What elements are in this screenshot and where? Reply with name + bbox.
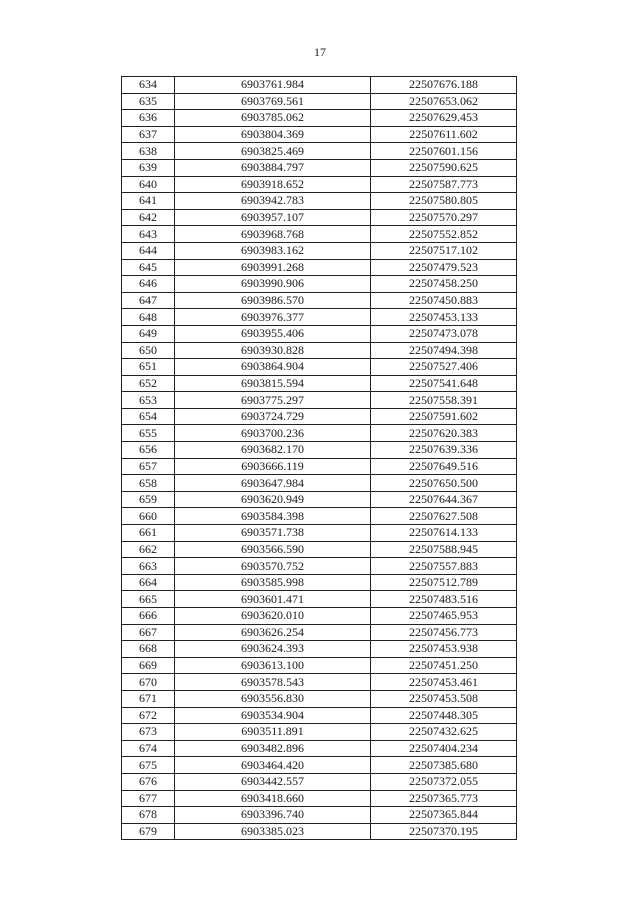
point-number-cell: 667 [122,624,175,641]
x-coordinate-cell: 6903566.590 [175,541,371,558]
table-row [122,690,517,707]
table-row [122,193,517,210]
point-number-cell: 652 [122,375,175,392]
x-coordinate-cell: 6903769.561 [175,93,371,110]
table-row [122,508,517,525]
point-number-cell: 635 [122,93,175,110]
y-coordinate-cell: 22507432.625 [371,724,517,741]
y-coordinate-cell: 22507587.773 [371,176,517,193]
x-coordinate-cell: 6903785.062 [175,110,371,127]
x-coordinate-cell: 6903976.377 [175,309,371,326]
point-number-cell: 675 [122,757,175,774]
table-row [122,309,517,326]
x-coordinate-cell: 6903942.783 [175,193,371,210]
y-coordinate-cell: 22507601.156 [371,143,517,160]
table-row [122,807,517,824]
x-coordinate-cell: 6903804.369 [175,126,371,143]
y-coordinate-cell: 22507558.391 [371,392,517,409]
point-number-cell: 638 [122,143,175,160]
x-coordinate-cell: 6903482.896 [175,740,371,757]
x-coordinate-cell: 6903647.984 [175,475,371,492]
x-coordinate-cell: 6903666.119 [175,458,371,475]
table-row [122,425,517,442]
page-number: 17 [314,45,326,59]
table-row [122,392,517,409]
point-number-cell: 648 [122,309,175,326]
y-coordinate-cell: 22507557.883 [371,558,517,575]
y-coordinate-cell: 22507453.938 [371,641,517,658]
table-row [122,823,517,840]
point-number-cell: 670 [122,674,175,691]
table-row [122,541,517,558]
y-coordinate-cell: 22507372.055 [371,773,517,790]
y-coordinate-cell: 22507676.188 [371,77,517,94]
x-coordinate-cell: 6903464.420 [175,757,371,774]
point-number-cell: 663 [122,558,175,575]
point-number-cell: 661 [122,525,175,542]
table-row [122,624,517,641]
y-coordinate-cell: 22507483.516 [371,591,517,608]
x-coordinate-cell: 6903990.906 [175,276,371,293]
x-coordinate-cell: 6903620.010 [175,608,371,625]
y-coordinate-cell: 22507588.945 [371,541,517,558]
y-coordinate-cell: 22507570.297 [371,209,517,226]
x-coordinate-cell: 6903396.740 [175,807,371,824]
point-number-cell: 657 [122,458,175,475]
y-coordinate-cell: 22507650.500 [371,475,517,492]
point-number-cell: 653 [122,392,175,409]
table-row [122,408,517,425]
table-row [122,740,517,757]
y-coordinate-cell: 22507653.062 [371,93,517,110]
x-coordinate-cell: 6903578.543 [175,674,371,691]
table-row [122,608,517,625]
point-number-cell: 654 [122,408,175,425]
point-number-cell: 658 [122,475,175,492]
table-row [122,790,517,807]
point-number-cell: 659 [122,491,175,508]
table-row [122,491,517,508]
x-coordinate-cell: 6903991.268 [175,259,371,276]
y-coordinate-cell: 22507385.680 [371,757,517,774]
x-coordinate-cell: 6903724.729 [175,408,371,425]
point-number-cell: 639 [122,159,175,176]
point-number-cell: 649 [122,325,175,342]
x-coordinate-cell: 6903955.406 [175,325,371,342]
point-number-cell: 650 [122,342,175,359]
point-number-cell: 643 [122,226,175,243]
x-coordinate-cell: 6903983.162 [175,242,371,259]
point-number-cell: 669 [122,657,175,674]
table-row [122,325,517,342]
point-number-cell: 665 [122,591,175,608]
table-row [122,342,517,359]
table-row [122,77,517,94]
table-row [122,126,517,143]
y-coordinate-cell: 22507627.508 [371,508,517,525]
table-row [122,558,517,575]
x-coordinate-cell: 6903570.752 [175,558,371,575]
point-number-cell: 678 [122,807,175,824]
y-coordinate-cell: 22507611.602 [371,126,517,143]
y-coordinate-cell: 22507517.102 [371,242,517,259]
y-coordinate-cell: 22507448.305 [371,707,517,724]
y-coordinate-cell: 22507512.789 [371,574,517,591]
x-coordinate-cell: 6903418.660 [175,790,371,807]
y-coordinate-cell: 22507580.805 [371,193,517,210]
x-coordinate-cell: 6903986.570 [175,292,371,309]
point-number-cell: 662 [122,541,175,558]
x-coordinate-cell: 6903571.738 [175,525,371,542]
y-coordinate-cell: 22507620.383 [371,425,517,442]
x-coordinate-cell: 6903442.557 [175,773,371,790]
table-row [122,757,517,774]
x-coordinate-cell: 6903700.236 [175,425,371,442]
point-number-cell: 646 [122,276,175,293]
x-coordinate-cell: 6903918.652 [175,176,371,193]
y-coordinate-cell: 22507370.195 [371,823,517,840]
y-coordinate-cell: 22507590.625 [371,159,517,176]
x-coordinate-cell: 6903930.828 [175,342,371,359]
x-coordinate-cell: 6903556.830 [175,690,371,707]
table-row [122,209,517,226]
table-row [122,159,517,176]
point-number-cell: 655 [122,425,175,442]
x-coordinate-cell: 6903511.891 [175,724,371,741]
table-row [122,657,517,674]
x-coordinate-cell: 6903864.904 [175,359,371,376]
x-coordinate-cell: 6903534.904 [175,707,371,724]
x-coordinate-cell: 6903682.170 [175,442,371,459]
x-coordinate-cell: 6903968.768 [175,226,371,243]
point-number-cell: 656 [122,442,175,459]
point-number-cell: 672 [122,707,175,724]
table-row [122,93,517,110]
table-row [122,641,517,658]
y-coordinate-cell: 22507644.367 [371,491,517,508]
table-row [122,458,517,475]
point-number-cell: 645 [122,259,175,276]
point-number-cell: 647 [122,292,175,309]
x-coordinate-cell: 6903775.297 [175,392,371,409]
point-number-cell: 634 [122,77,175,94]
y-coordinate-cell: 22507365.773 [371,790,517,807]
table-row [122,226,517,243]
y-coordinate-cell: 22507527.406 [371,359,517,376]
y-coordinate-cell: 22507479.523 [371,259,517,276]
coordinates-table [121,76,517,840]
table-row [122,442,517,459]
table-row [122,525,517,542]
x-coordinate-cell: 6903620.949 [175,491,371,508]
y-coordinate-cell: 22507591.602 [371,408,517,425]
y-coordinate-cell: 22507456.773 [371,624,517,641]
x-coordinate-cell: 6903584.398 [175,508,371,525]
point-number-cell: 641 [122,193,175,210]
point-number-cell: 636 [122,110,175,127]
table-row [122,574,517,591]
x-coordinate-cell: 6903626.254 [175,624,371,641]
x-coordinate-cell: 6903957.107 [175,209,371,226]
table-row [122,475,517,492]
y-coordinate-cell: 22507365.844 [371,807,517,824]
y-coordinate-cell: 22507649.516 [371,458,517,475]
x-coordinate-cell: 6903385.023 [175,823,371,840]
point-number-cell: 660 [122,508,175,525]
table-row [122,375,517,392]
x-coordinate-cell: 6903613.100 [175,657,371,674]
y-coordinate-cell: 22507453.508 [371,690,517,707]
table-row [122,773,517,790]
y-coordinate-cell: 22507629.453 [371,110,517,127]
point-number-cell: 666 [122,608,175,625]
y-coordinate-cell: 22507458.250 [371,276,517,293]
y-coordinate-cell: 22507494.398 [371,342,517,359]
point-number-cell: 671 [122,690,175,707]
table-row [122,359,517,376]
y-coordinate-cell: 22507614.133 [371,525,517,542]
point-number-cell: 637 [122,126,175,143]
table-row [122,707,517,724]
point-number-cell: 673 [122,724,175,741]
x-coordinate-cell: 6903815.594 [175,375,371,392]
point-number-cell: 644 [122,242,175,259]
point-number-cell: 651 [122,359,175,376]
x-coordinate-cell: 6903884.797 [175,159,371,176]
y-coordinate-cell: 22507450.883 [371,292,517,309]
y-coordinate-cell: 22507639.336 [371,442,517,459]
point-number-cell: 640 [122,176,175,193]
table-row [122,276,517,293]
x-coordinate-cell: 6903624.393 [175,641,371,658]
point-number-cell: 676 [122,773,175,790]
y-coordinate-cell: 22507404.234 [371,740,517,757]
point-number-cell: 664 [122,574,175,591]
point-number-cell: 674 [122,740,175,757]
point-number-cell: 677 [122,790,175,807]
y-coordinate-cell: 22507451.250 [371,657,517,674]
table-row [122,724,517,741]
y-coordinate-cell: 22507473.078 [371,325,517,342]
table-row [122,176,517,193]
x-coordinate-cell: 6903601.471 [175,591,371,608]
table-row [122,143,517,160]
coordinates-table-body [122,77,517,840]
table-row [122,242,517,259]
table-row [122,591,517,608]
x-coordinate-cell: 6903585.998 [175,574,371,591]
y-coordinate-cell: 22507453.461 [371,674,517,691]
y-coordinate-cell: 22507465.953 [371,608,517,625]
table-row [122,674,517,691]
table-row [122,259,517,276]
point-number-cell: 668 [122,641,175,658]
y-coordinate-cell: 22507541.648 [371,375,517,392]
y-coordinate-cell: 22507453.133 [371,309,517,326]
point-number-cell: 642 [122,209,175,226]
point-number-cell: 679 [122,823,175,840]
x-coordinate-cell: 6903761.984 [175,77,371,94]
x-coordinate-cell: 6903825.469 [175,143,371,160]
table-row [122,110,517,127]
table-row [122,292,517,309]
y-coordinate-cell: 22507552.852 [371,226,517,243]
